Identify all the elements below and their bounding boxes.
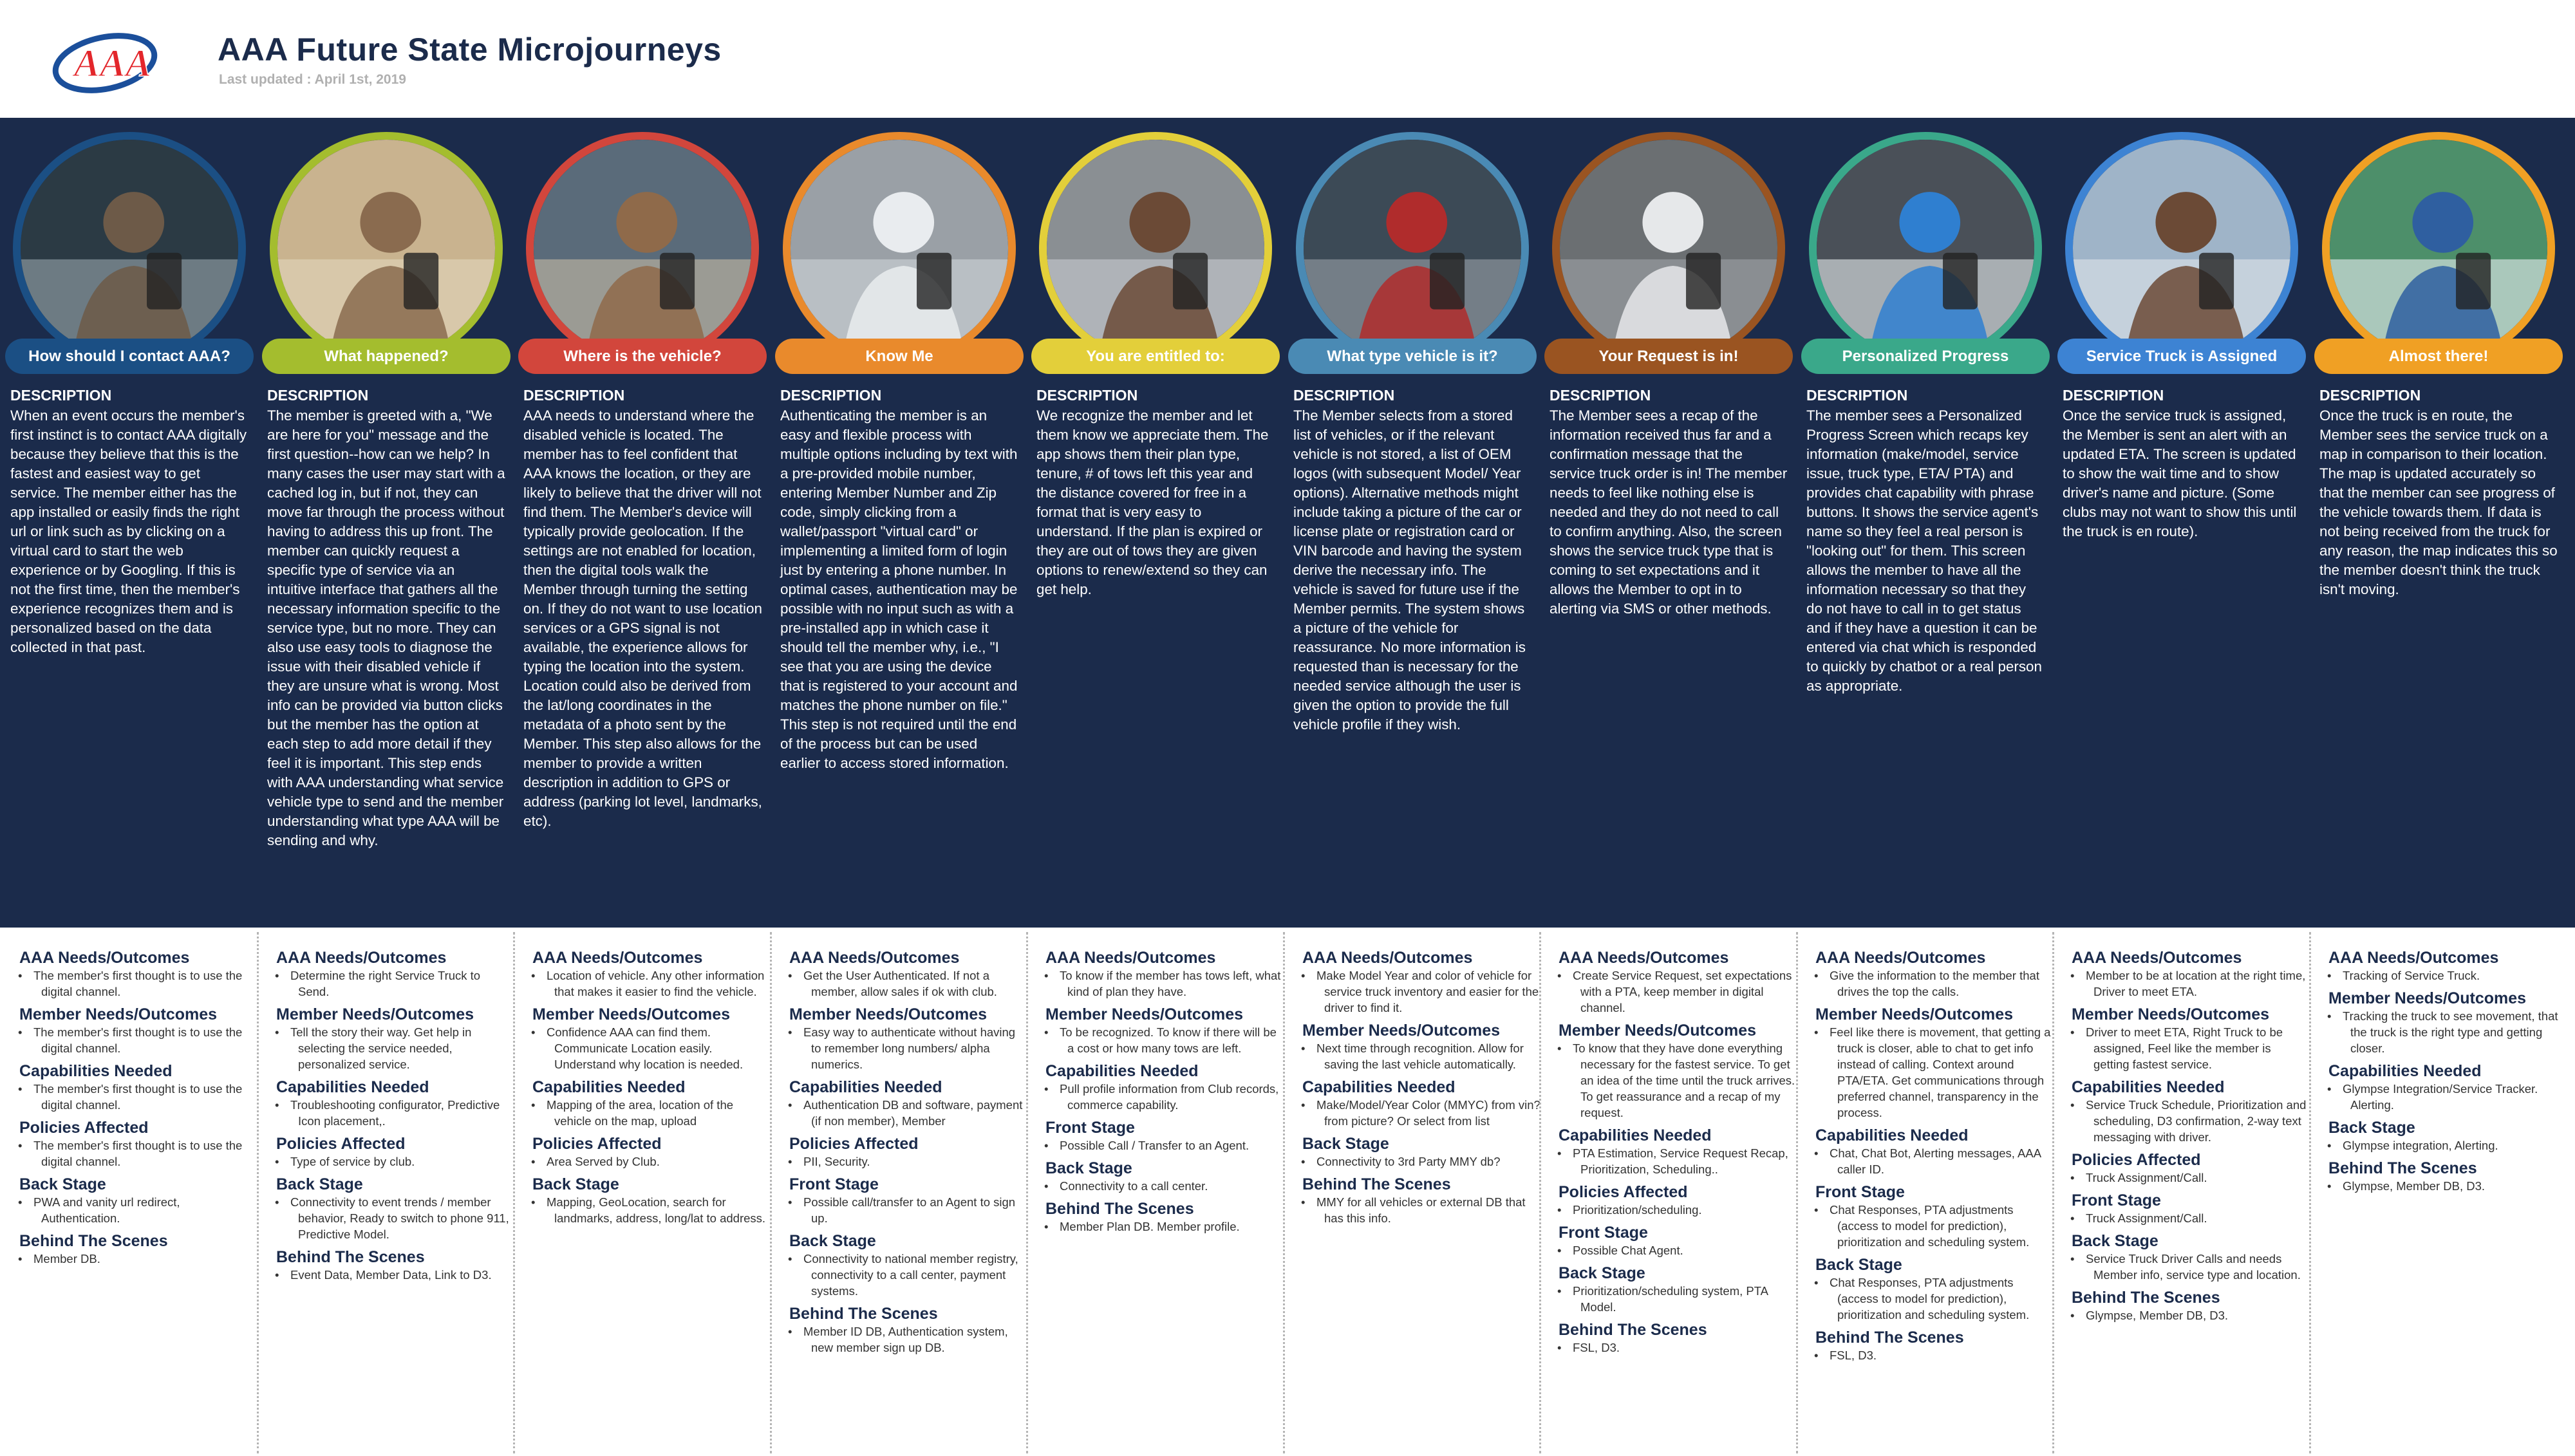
detail-heading: AAA Needs/Outcomes <box>1559 949 1729 967</box>
last-updated: Last updated : April 1st, 2019 <box>219 72 406 87</box>
detail-heading: AAA Needs/Outcomes <box>276 949 447 967</box>
description-text: The member is greeted with a, "We are here for you" message and the first question--how can we help? In many cases the user may start with a cached log in, but if not, they can move far through the process without having to address this up front. The member can quickly request a specific type of service via an intuitive interface that gathers all the necessary information specific to the service type, but no more. They can also use easy tools to diagnose the issue with their disabled vehicle if they are unsure what is wrong. Most info can be provided via button clicks but the member has the option at each step to add more detail if they feel it is important. This step ends with AAA understanding what service vehicle type to send and the member understanding what type AAA will be sending and why. <box>267 407 505 848</box>
detail-section <box>1302 1021 1540 1072</box>
detail-section <box>2328 989 2567 1056</box>
step-photo <box>526 132 759 365</box>
detail-section <box>1559 1021 1797 1121</box>
detail-item: • Easy way to authenticate without having to remember long numbers/ alpha numerics. <box>803 1024 1027 1072</box>
details-list <box>1815 948 2054 1368</box>
detail-heading: AAA Needs/Outcomes <box>2072 949 2242 967</box>
description-heading: DESCRIPTION <box>267 387 369 404</box>
step-photo <box>2065 132 2298 365</box>
detail-section <box>1559 948 1797 1016</box>
detail-section <box>1559 1182 1797 1218</box>
description-heading: DESCRIPTION <box>1806 387 1908 404</box>
detail-item: • Connectivity to 3rd Party MMY db? <box>1316 1153 1540 1170</box>
column-divider <box>770 932 772 1453</box>
detail-item: • Next time through recognition. Allow for saving the last vehicle automatically. <box>1316 1040 1540 1072</box>
step-photo <box>1039 132 1272 365</box>
detail-section <box>789 1175 1027 1226</box>
detail-item: • Service Truck Driver Calls and needs Member info, service type and location. <box>2086 1251 2310 1283</box>
detail-item: • Service Truck Schedule, Prioritization and scheduling, D3 confirmation, 2-way text messaging with driver. <box>2086 1097 2310 1145</box>
detail-section <box>1815 1255 2054 1323</box>
step-details <box>770 928 1026 1456</box>
detail-item: • Glympse integration, Alerting. <box>2343 1137 2567 1153</box>
detail-heading: Policies Affected <box>276 1135 406 1153</box>
detail-heading: Behind The Scenes <box>1559 1321 1707 1339</box>
step-label: What happened? <box>262 339 510 374</box>
detail-item: • Chat Responses, PTA adjustments (access to model for prediction), prioritization and scheduling system. <box>1830 1274 2054 1323</box>
detail-item: • To be recognized. To know if there will be a cost or how many tows are left. <box>1060 1024 1284 1056</box>
detail-heading: Capabilities Needed <box>789 1078 942 1096</box>
detail-section <box>1815 1328 2054 1363</box>
description-text: When an event occurs the member's first instinct is to contact AAA digitally because they believe that this is the fastest and easiest way to get service. The member either has the app installed or easily finds the right url or link such as by clicking on a virtual card to start the web experience or by Googling. If this is not the first time, then the member's experience recognizes them and is personalized based on the data collected in that past. <box>10 407 247 655</box>
detail-item: • To know if the member has tows left, what kind of plan they have. <box>1060 967 1284 1000</box>
detail-item: • Make Model Year and color of vehicle for service truck inventory and easier for the driver to find it. <box>1316 967 1540 1016</box>
detail-item: • Possible Call / Transfer to an Agent. <box>1060 1137 1284 1153</box>
detail-section <box>1045 1199 1284 1235</box>
details-list <box>2328 948 2567 1199</box>
detail-item: • Member ID DB, Authentication system, new member sign up DB. <box>803 1323 1027 1356</box>
detail-item: • Driver to meet ETA, Right Truck to be assigned, Feel like the member is getting fastest service. <box>2086 1024 2310 1072</box>
detail-item: • Connectivity to a call center. <box>1060 1178 1284 1194</box>
details-list <box>19 948 258 1272</box>
detail-heading: Policies Affected <box>19 1119 149 1137</box>
step-photo <box>1552 132 1785 365</box>
detail-heading: Back Stage <box>789 1232 876 1250</box>
description-heading: DESCRIPTION <box>1550 387 1651 404</box>
detail-heading: Member Needs/Outcomes <box>19 1005 218 1023</box>
step-photo <box>13 132 246 365</box>
step-details <box>257 928 513 1456</box>
step-details <box>1539 928 1795 1456</box>
detail-section <box>1045 1061 1284 1113</box>
detail-item: • Chat Responses, PTA adjustments (access to model for prediction), prioritization and scheduling system. <box>1830 1202 2054 1250</box>
detail-section <box>1559 1320 1797 1356</box>
detail-heading: Capabilities Needed <box>2328 1062 2482 1080</box>
detail-item: • Glympse Integration/Service Tracker. Alerting. <box>2343 1081 2567 1113</box>
detail-heading: Policies Affected <box>789 1135 919 1153</box>
detail-item: • The member's first thought is to use the digital channel. <box>33 1081 258 1113</box>
detail-section <box>276 948 514 1000</box>
detail-heading: Behind The Scenes <box>1045 1200 1194 1218</box>
detail-section <box>276 1005 514 1072</box>
detail-item: • PII, Security. <box>803 1153 1027 1170</box>
step-photo <box>2322 132 2555 365</box>
step-details <box>1026 928 1282 1456</box>
detail-heading: Behind The Scenes <box>2328 1159 2477 1177</box>
detail-item: • Pull profile information from Club records, commerce capability. <box>1060 1081 1284 1113</box>
detail-heading: Policies Affected <box>532 1135 662 1153</box>
detail-section <box>19 1231 258 1267</box>
column-divider <box>1796 932 1798 1453</box>
detail-heading: Capabilities Needed <box>2072 1078 2225 1096</box>
description-heading: DESCRIPTION <box>1293 387 1395 404</box>
step-label: What type vehicle is it? <box>1288 339 1537 374</box>
description-text: Once the truck is en route, the Member sees the service truck on a map in comparison to their location. The map is updated accurately so that the member can see progress of the vehicle towards them. If data is not being received from the truck for any reason, the map indicates this so the member doesn't think the truck isn't moving. <box>2319 407 2558 597</box>
detail-section <box>19 948 258 1000</box>
detail-item: • Possible call/transfer to an Agent to sign up. <box>803 1194 1027 1226</box>
detail-item: • Get the User Authenticated. If not a member, allow sales if ok with club. <box>803 967 1027 1000</box>
step-photo <box>1296 132 1529 365</box>
detail-item: • Make/Model/Year Color (MMYC) from vin? from picture? Or select from list <box>1316 1097 1540 1129</box>
detail-heading: Behind The Scenes <box>1815 1329 1964 1347</box>
details-list <box>2072 948 2310 1329</box>
detail-section <box>2072 948 2310 1000</box>
detail-item: • Tell the story their way. Get help in selecting the service needed, personalized service. <box>290 1024 514 1072</box>
detail-heading: Capabilities Needed <box>1559 1126 1712 1144</box>
step-label: You are entitled to: <box>1031 339 1280 374</box>
detail-heading: Capabilities Needed <box>19 1062 173 1080</box>
description-text: Authenticating the member is an easy and flexible process with multiple options including by text with a pre-provided mobile number, entering Member Number and Zip code, simply clicking from a wallet/passport "virtual card" or implementing a limited form of login just by entering a phone number. In optimal cases, authentication may be possible with no input such as with a pre-installed app in which case it should tell the member why, i.e., "I see that you are using the device that is registered to your account and matches the phone number on file." This step is not required until the end of the process but can be used earlier to access stored information. <box>780 407 1018 771</box>
detail-item: • Possible Chat Agent. <box>1573 1242 1797 1258</box>
detail-item: • Create Service Request, set expectations with a PTA, keep member in digital channel. <box>1573 967 1797 1016</box>
step-details <box>1796 928 2052 1456</box>
step-label: Know Me <box>775 339 1024 374</box>
step-label: Service Truck is Assigned <box>2057 339 2306 374</box>
column-divider <box>2309 932 2311 1453</box>
header <box>0 0 2575 118</box>
detail-item: • Type of service by club. <box>290 1153 514 1170</box>
step-label: Your Request is in! <box>1544 339 1793 374</box>
description-heading: DESCRIPTION <box>780 387 882 404</box>
detail-heading: Back Stage <box>1302 1135 1389 1153</box>
detail-heading: Capabilities Needed <box>1045 1062 1199 1080</box>
detail-heading: Front Stage <box>789 1175 879 1193</box>
detail-item: • To know that they have done everything necessary for the fastest service. To get an idea of the time until the truck arrives. To get reassurance and a recap of my request. <box>1573 1040 1797 1121</box>
detail-heading: Behind The Scenes <box>1302 1175 1451 1193</box>
detail-item: • Mapping, GeoLocation, search for landmarks, address, long/lat to address. <box>547 1194 771 1226</box>
detail-item: • FSL, D3. <box>1830 1347 2054 1363</box>
detail-section <box>2072 1288 2310 1323</box>
detail-section <box>789 1005 1027 1072</box>
column-divider <box>2052 932 2054 1453</box>
description-heading: DESCRIPTION <box>523 387 625 404</box>
detail-heading: Front Stage <box>1815 1183 1905 1201</box>
detail-heading: Member Needs/Outcomes <box>1302 1022 1501 1040</box>
detail-section <box>789 1078 1027 1129</box>
aaa-logo[interactable] <box>48 24 177 102</box>
detail-heading: AAA Needs/Outcomes <box>789 949 960 967</box>
detail-heading: AAA Needs/Outcomes <box>1045 949 1216 967</box>
detail-item: • PTA Estimation, Service Request Recap, Prioritization, Scheduling.. <box>1573 1145 1797 1177</box>
detail-section <box>532 1175 771 1226</box>
detail-item: • PWA and vanity url redirect, Authentication. <box>33 1194 258 1226</box>
detail-heading: Capabilities Needed <box>1302 1078 1456 1096</box>
detail-heading: Capabilities Needed <box>532 1078 686 1096</box>
description-heading: DESCRIPTION <box>2319 387 2421 404</box>
detail-heading: Member Needs/Outcomes <box>276 1005 474 1023</box>
detail-item: • Glympse, Member DB, D3. <box>2086 1307 2310 1323</box>
detail-section <box>789 948 1027 1000</box>
detail-section <box>2328 948 2567 984</box>
detail-section <box>532 1005 771 1072</box>
step-photo <box>270 132 503 365</box>
detail-item: • The member's first thought is to use the digital channel. <box>33 1024 258 1056</box>
detail-section <box>1302 1078 1540 1129</box>
detail-item: • Authentication DB and software, payment (if non member), Member <box>803 1097 1027 1129</box>
detail-item: • Member Plan DB. Member profile. <box>1060 1218 1284 1235</box>
detail-section <box>1302 948 1540 1016</box>
detail-item: • Chat, Chat Bot, Alerting messages, AAA caller ID. <box>1830 1145 2054 1177</box>
detail-heading: Capabilities Needed <box>276 1078 429 1096</box>
detail-section <box>1302 1134 1540 1170</box>
details-list <box>789 948 1027 1361</box>
detail-item: • Tracking of Service Truck. <box>2343 967 2567 984</box>
detail-section <box>276 1134 514 1170</box>
detail-section <box>1815 1126 2054 1177</box>
detail-heading: Behind The Scenes <box>276 1248 425 1266</box>
detail-heading: Policies Affected <box>2072 1151 2201 1169</box>
description-text: The member sees a Personalized Progress Screen which recaps key information (make/model, service issue, truck type, ETA/ PTA) and provides chat capability with phrase buttons. It shows the service agent's name so they feel a real person is "looking out" for them. This screen allows the member to have all the information necessary so that they do not have to call in to get status and if they have a question it can be entered via chat which is responded to quickly by chatbot or a real person as appropriate. <box>1806 407 2042 694</box>
detail-item: • MMY for all vehicles or external DB that has this info. <box>1316 1194 1540 1226</box>
detail-section <box>276 1175 514 1242</box>
detail-heading: Member Needs/Outcomes <box>1045 1005 1244 1023</box>
details-list <box>276 948 514 1288</box>
description-text: Once the service truck is assigned, the Member is sent an alert with an updated ETA. The screen is updated to show the wait time and to show driver's name and picture. (Some clubs may not want to show this until the truck is en route). <box>2063 407 2297 539</box>
column-divider <box>513 932 515 1453</box>
detail-section <box>532 948 771 1000</box>
step-details <box>2309 928 2565 1456</box>
detail-section <box>1559 1264 1797 1315</box>
description-text: The Member selects from a stored list of vehicles, or if the relevant vehicle is not stored, a list of OEM logos (with subsequent Model/ Year options). Alternative methods might include taking a picture of the car or license plate or registration card or VIN barcode and having the system derive the necessary info. The vehicle is saved for future use if the Member permits. The system shows a picture of the vehicle for reassurance. No more information is requested than is necessary for the needed service although the user is given the option to provide the full vehicle profile if they wish. <box>1293 407 1526 733</box>
detail-item: • Give the information to the member that drives the top the calls. <box>1830 967 2054 1000</box>
step-label: Almost there! <box>2314 339 2563 374</box>
detail-heading: AAA Needs/Outcomes <box>19 949 190 967</box>
detail-item: • The member's first thought is to use the digital channel. <box>33 1137 258 1170</box>
detail-section <box>1045 1159 1284 1194</box>
detail-item: • Area Served by Club. <box>547 1153 771 1170</box>
detail-heading: Back Stage <box>1559 1264 1645 1282</box>
detail-section <box>19 1005 258 1056</box>
column-divider <box>1026 932 1028 1453</box>
detail-section <box>1815 1182 2054 1250</box>
detail-heading: AAA Needs/Outcomes <box>1302 949 1473 967</box>
detail-heading: Policies Affected <box>1559 1183 1688 1201</box>
detail-section <box>1045 1118 1284 1153</box>
details-list <box>1302 948 1540 1231</box>
step-details <box>2052 928 2308 1456</box>
detail-item: • FSL, D3. <box>1573 1339 1797 1356</box>
step-label: Where is the vehicle? <box>518 339 767 374</box>
step-details <box>0 928 256 1456</box>
detail-section <box>532 1078 771 1129</box>
detail-heading: Front Stage <box>1559 1224 1648 1242</box>
detail-heading: AAA Needs/Outcomes <box>2328 949 2499 967</box>
detail-heading: Back Stage <box>19 1175 106 1193</box>
detail-section <box>2328 1159 2567 1194</box>
column-divider <box>1539 932 1541 1453</box>
detail-item: • Truck Assignment/Call. <box>2086 1170 2310 1186</box>
detail-section <box>2328 1118 2567 1153</box>
description-text: AAA needs to understand where the disabled vehicle is located. The member has to feel confident that AAA knows the location, or they are likely to believe that the driver will not find them. The Member's device will typically provide geolocation. If the settings are not enabled for location, then the digital tools walk the Member through turning the setting on. If they do not want to use location services or a GPS signal is not available, the experience allows for typing the location into the system. Location could also be derived from the lat/long coordinates in the metadata of a photo sent by the Member. This step also allows for the member to provide a written description in addition to GPS or address (parking lot level, landmarks, etc). <box>523 407 762 829</box>
detail-item: • Prioritization/scheduling. <box>1573 1202 1797 1218</box>
detail-section <box>2072 1150 2310 1186</box>
column-divider <box>257 932 259 1453</box>
detail-heading: Back Stage <box>2328 1119 2415 1137</box>
detail-heading: Back Stage <box>532 1175 619 1193</box>
detail-heading: AAA Needs/Outcomes <box>532 949 703 967</box>
detail-heading: Member Needs/Outcomes <box>2328 989 2527 1007</box>
detail-heading: Back Stage <box>1045 1159 1132 1177</box>
detail-section <box>1559 1223 1797 1258</box>
detail-section <box>1815 948 2054 1000</box>
detail-section <box>2072 1191 2310 1226</box>
detail-section <box>2072 1005 2310 1072</box>
detail-item: • Prioritization/scheduling system, PTA Model. <box>1573 1283 1797 1315</box>
detail-item: • Connectivity to national member registry, connectivity to a call center, payment systems. <box>803 1251 1027 1299</box>
step-details <box>1283 928 1539 1456</box>
detail-section <box>19 1118 258 1170</box>
detail-item: • Location of vehicle. Any other information that makes it easier to find the vehicle. <box>547 967 771 1000</box>
detail-section <box>19 1175 258 1226</box>
detail-section <box>19 1061 258 1113</box>
detail-section <box>2072 1078 2310 1145</box>
detail-section <box>789 1304 1027 1356</box>
detail-item: • Determine the right Service Truck to Send. <box>290 967 514 1000</box>
detail-section <box>1815 1005 2054 1121</box>
detail-item: • Member to be at location at the right time, Driver to meet ETA. <box>2086 967 2310 1000</box>
detail-item: • Feel like there is movement, that getting a truck is closer, able to chat to get info instead of calling. Context around PTA/ETA. Get communications through preferred channel, transparency in the process. <box>1830 1024 2054 1121</box>
detail-heading: Back Stage <box>2072 1232 2158 1250</box>
detail-heading: Front Stage <box>1045 1119 1135 1137</box>
detail-section <box>789 1134 1027 1170</box>
detail-heading: Front Stage <box>2072 1191 2161 1209</box>
detail-section <box>276 1078 514 1129</box>
step-details <box>513 928 769 1456</box>
detail-item: • The member's first thought is to use the digital channel. <box>33 967 258 1000</box>
column-divider <box>1283 932 1285 1453</box>
detail-item: • Confidence AAA can find them. Communicate Location easily. Understand why location is needed. <box>547 1024 771 1072</box>
detail-heading: Member Needs/Outcomes <box>1559 1022 1757 1040</box>
detail-item: • Mapping of the area, location of the vehicle on the map, upload <box>547 1097 771 1129</box>
detail-section <box>276 1247 514 1283</box>
detail-item: • Truck Assignment/Call. <box>2086 1210 2310 1226</box>
detail-section <box>1045 1005 1284 1056</box>
description-heading: DESCRIPTION <box>2063 387 2164 404</box>
detail-heading: Member Needs/Outcomes <box>532 1005 731 1023</box>
detail-heading: Member Needs/Outcomes <box>1815 1005 2014 1023</box>
detail-section <box>789 1231 1027 1299</box>
detail-section <box>1302 1175 1540 1226</box>
detail-section <box>532 1134 771 1170</box>
step-label: How should I contact AAA? <box>5 339 254 374</box>
detail-heading: Back Stage <box>276 1175 363 1193</box>
detail-item: • Member DB. <box>33 1251 258 1267</box>
page-title: AAA Future State Microjourneys <box>218 32 722 68</box>
detail-section <box>1559 1126 1797 1177</box>
detail-section <box>2328 1061 2567 1113</box>
detail-item: • Tracking the truck to see movement, that the truck is the right type and getting closer. <box>2343 1008 2567 1056</box>
detail-item: • Glympse, Member DB, D3. <box>2343 1178 2567 1194</box>
step-label: Personalized Progress <box>1801 339 2050 374</box>
description-text: We recognize the member and let them know we appreciate them. The app shows them their plan type, tenure, # of tows left this year and the distance covered for free in a format that is very easy to understand. If the plan is expired or they are out of tows they are given options to renew/extend so they can get help. <box>1036 407 1269 597</box>
detail-heading: AAA Needs/Outcomes <box>1815 949 1986 967</box>
description-heading: DESCRIPTION <box>1036 387 1138 404</box>
step-photo <box>783 132 1016 365</box>
detail-heading: Back Stage <box>1815 1256 1902 1274</box>
description-text: The Member sees a recap of the information received thus far and a confirmation message that the service truck order is in! The member needs to feel like nothing else is needed and they do not need to call to confirm anything. Also, the screen shows the service truck type that is coming to set expectations and it allows the Member to opt in to alerting via SMS or other methods. <box>1550 407 1788 617</box>
details-list <box>1559 948 1797 1361</box>
detail-section <box>1045 948 1284 1000</box>
detail-heading: Behind The Scenes <box>2072 1289 2220 1307</box>
detail-item: • Troubleshooting configurator, Predictive Icon placement,. <box>290 1097 514 1129</box>
details-list <box>1045 948 1284 1240</box>
description-heading: DESCRIPTION <box>10 387 112 404</box>
detail-heading: Member Needs/Outcomes <box>2072 1005 2270 1023</box>
step-photo <box>1809 132 2042 365</box>
details-list <box>532 948 771 1231</box>
detail-section <box>2072 1231 2310 1283</box>
detail-item: • Event Data, Member Data, Link to D3. <box>290 1267 514 1283</box>
detail-item: • Connectivity to event trends / member behavior, Ready to switch to phone 911, Predictive Model. <box>290 1194 514 1242</box>
detail-heading: Capabilities Needed <box>1815 1126 1969 1144</box>
detail-heading: Behind The Scenes <box>19 1232 168 1250</box>
detail-heading: Member Needs/Outcomes <box>789 1005 988 1023</box>
logo-text: AAA <box>73 42 152 84</box>
detail-heading: Behind The Scenes <box>789 1305 938 1323</box>
